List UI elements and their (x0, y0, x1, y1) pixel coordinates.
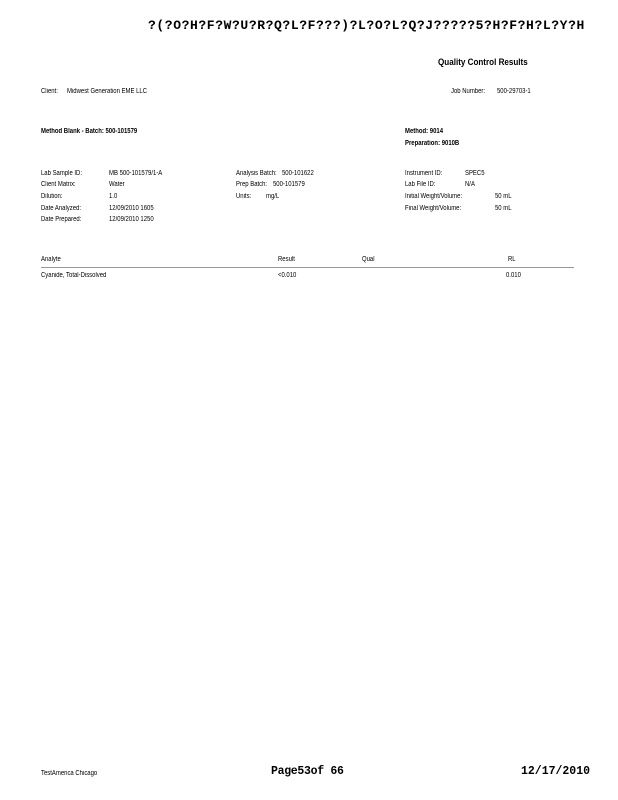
dilution-label: Dilution: (41, 193, 63, 200)
page-header-garbled: ?(?O?H?F?W?U?R?Q?L?F???)?L?O?L?Q?J?????5?H?F?H?L?Y?H (148, 18, 585, 33)
instrument-id-label: Instrument ID: (405, 170, 443, 177)
lab-file-id-value: N/A (465, 181, 475, 188)
date-prepared-value: 12/09/2010 1250 (109, 216, 154, 223)
lab-sample-id-label: Lab Sample ID: (41, 170, 83, 177)
final-volume-label: Final Weight/Volume: (405, 205, 462, 212)
instrument-id-value: SPEC5 (465, 170, 485, 177)
analysis-batch-value: 500-101622 (282, 170, 314, 177)
row-result: <0.010 (278, 272, 297, 279)
units-value: mg/L (266, 193, 280, 200)
job-number-label: Job Number: (451, 88, 486, 95)
col-header-analyte: Analyte (41, 256, 61, 263)
final-volume-value: 50 mL (495, 205, 512, 212)
method: Method: 9014 (405, 128, 444, 135)
analysis-batch-label: Analysis Batch: (236, 170, 277, 177)
date-prepared-label: Date Prepared: (41, 216, 82, 223)
dilution-value: 1.0 (109, 193, 118, 200)
initial-volume-label: Initial Weight/Volume: (405, 193, 463, 200)
footer-page-number: Page53of 66 (271, 765, 344, 778)
date-analyzed-value: 12/09/2010 1605 (109, 205, 154, 212)
row-rl: 0.010 (506, 272, 521, 279)
col-header-rl: RL (508, 256, 516, 263)
client-matrix-value: Water (109, 181, 125, 188)
prep-batch-value: 500-101579 (273, 181, 305, 188)
lab-file-id-label: Lab File ID: (405, 181, 436, 188)
prep-batch-label: Prep Batch: (236, 181, 268, 188)
col-header-result: Result (278, 256, 295, 263)
method-blank-batch: Method Blank - Batch: 500-101579 (41, 128, 138, 135)
client-value: Midwest Generation EME LLC (67, 88, 148, 95)
report-title: Quality Control Results (438, 57, 528, 68)
date-analyzed-label: Date Analyzed: (41, 205, 82, 212)
job-number-value: 500-29703-1 (497, 88, 531, 95)
row-analyte: Cyanide, Total-Dissolved (41, 272, 107, 279)
footer-lab-name: TestAmerica Chicago (41, 770, 98, 777)
col-header-qual: Qual (362, 256, 375, 263)
initial-volume-value: 50 mL (495, 193, 512, 200)
lab-sample-id-value: MB 500-101579/1-A (109, 170, 163, 177)
preparation: Preparation: 9010B (405, 140, 460, 147)
client-label: Client: (41, 88, 58, 95)
client-matrix-label: Client Matrix: (41, 181, 76, 188)
units-label: Units: (236, 193, 252, 200)
table-header-divider (41, 267, 574, 268)
footer-date: 12/17/2010 (521, 765, 591, 778)
